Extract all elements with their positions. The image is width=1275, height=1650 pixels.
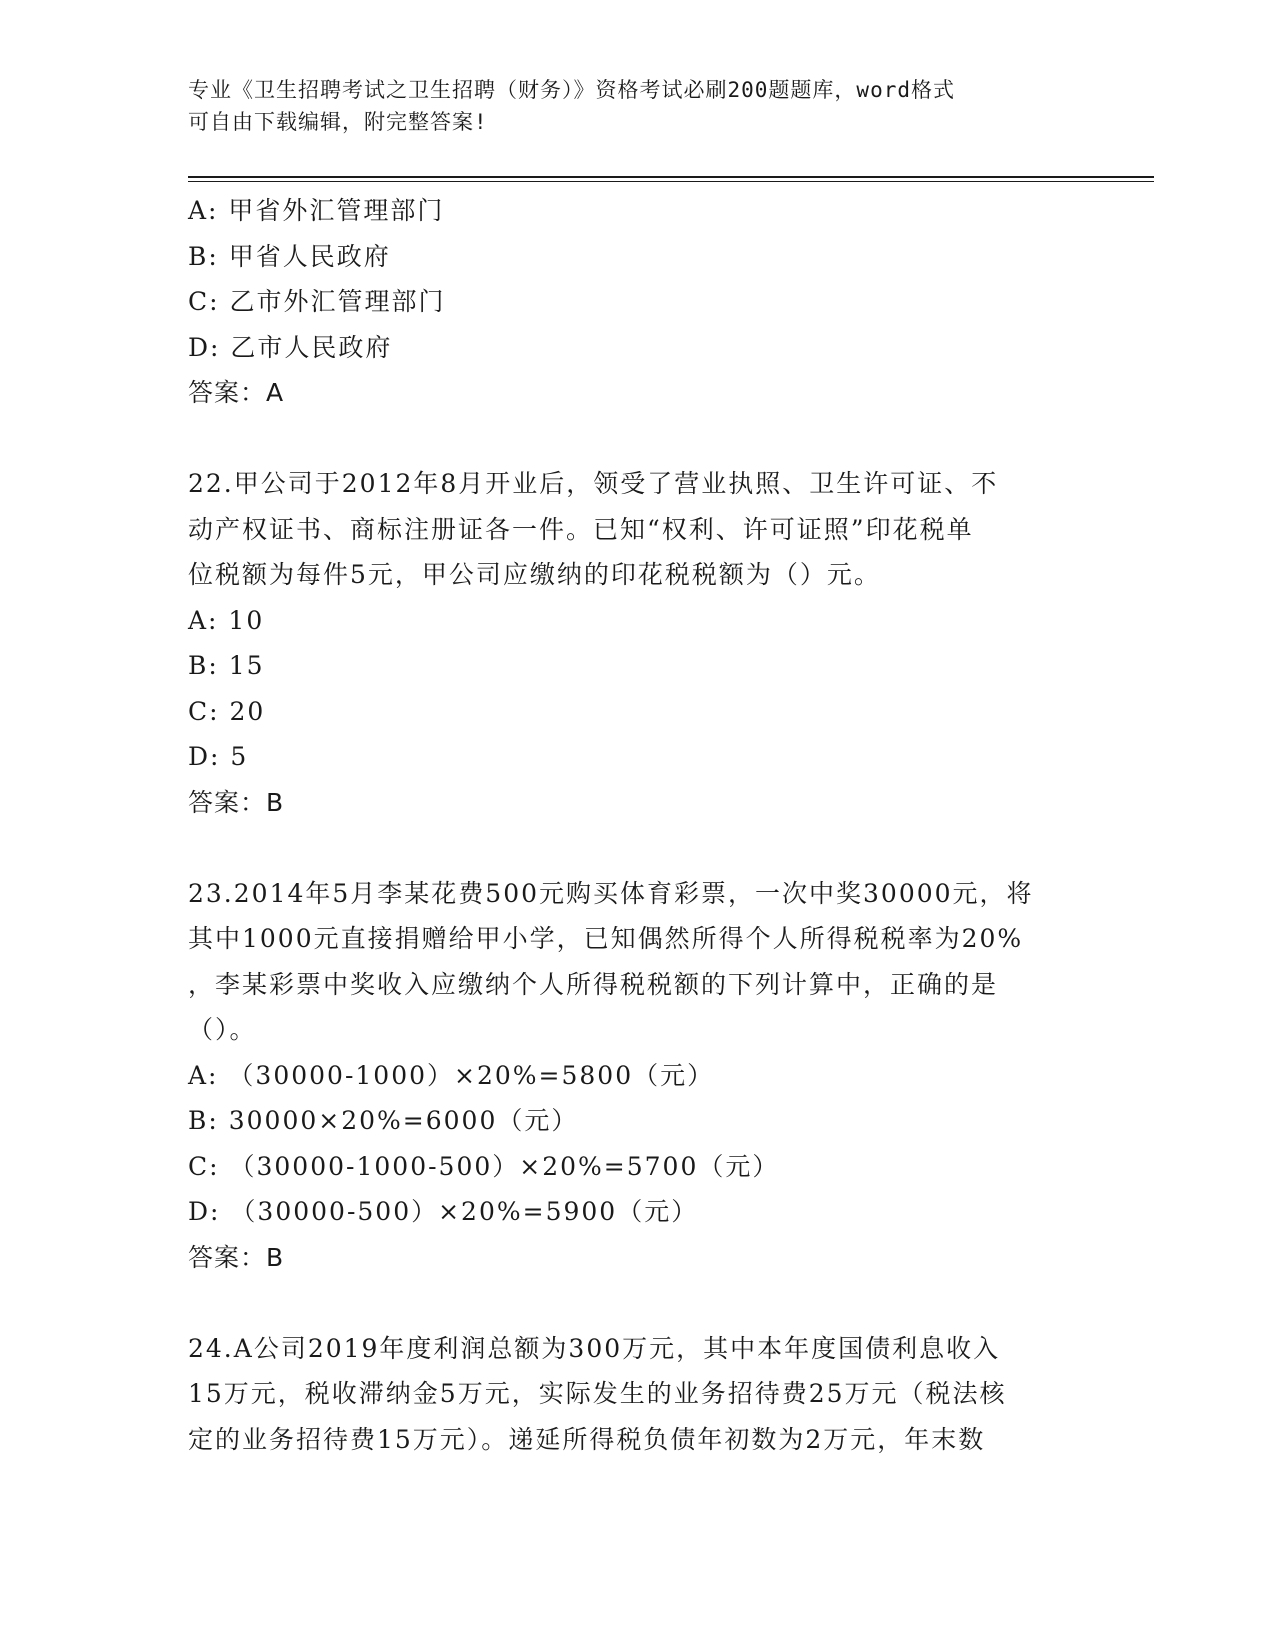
option-b: B: 甲省人民政府 [188,241,391,271]
spacer [188,1280,1088,1326]
question-24 [188,1326,1088,1463]
option-d: D: （30000-500）×20%=5900（元） [188,1197,699,1226]
header-divider-thin [188,181,1154,182]
option-a: A: 10 [188,605,265,635]
option-a: A: （30000-1000）×20%=5800（元） [188,1060,715,1090]
spacer [188,825,1088,871]
question-21-options [188,188,1088,370]
header-line-1: 专业《卫生招聘考试之卫生招聘（财务）》资格考试必刷200题题库，word格式 [188,78,955,102]
question-22-stem-line: 22.甲公司于2012年8月开业后，领受了营业执照、卫生许可证、不 [188,469,999,498]
option-c: C: 20 [188,696,266,726]
question-21-answer: 答案：A [188,378,285,407]
document-header [188,74,1088,138]
header-line-2: 可自由下载编辑，附完整答案! [188,110,488,134]
question-22 [188,461,1088,825]
option-c: C: （30000-1000-500）×20%=5700（元） [188,1151,780,1181]
option-b: B: 30000×20%=6000（元） [188,1106,579,1135]
question-24-stem-line: 24.A公司2019年度利润总额为300万元，其中本年度国债利息收入 [188,1333,1001,1363]
option-a: A: 甲省外汇管理部门 [188,196,445,225]
question-23-stem-line: 其中1000元直接捐赠给甲小学，已知偶然所得个人所得税税率为20% [188,924,1024,953]
option-d: D: 5 [188,742,249,771]
option-c: C: 乙市外汇管理部门 [188,287,446,316]
spacer [188,416,1088,462]
question-content [188,188,1088,1462]
question-22-stem-line: 动产权证书、商标注册证各一件。已知“权利、许可证照”印花税单 [188,514,974,544]
question-23-stem-line: ，李某彩票中奖收入应缴纳个人所得税税额的下列计算中，正确的是 [188,969,999,999]
option-d: D: 乙市人民政府 [188,332,393,362]
question-23 [188,871,1088,1281]
question-22-stem-line: 位税额为每件5元，甲公司应缴纳的印花税税额为（）元。 [188,560,881,589]
question-24-stem-line: 15万元，税收滞纳金5万元，实际发生的业务招待费25万元（税法核 [188,1379,1007,1408]
question-24-stem-line: 定的业务招待费15万元）。递延所得税负债年初数为2万元，年末数 [188,1424,986,1454]
question-22-answer: 答案：B [188,787,285,817]
question-23-answer: 答案：B [188,1242,285,1272]
header-divider-thick [188,176,1154,178]
question-23-stem-line: （）。 [188,1015,257,1044]
option-b: B: 15 [188,651,265,680]
question-23-stem-line: 23.2014年5月李某花费500元购买体育彩票，一次中奖30000元，将 [188,878,1034,908]
